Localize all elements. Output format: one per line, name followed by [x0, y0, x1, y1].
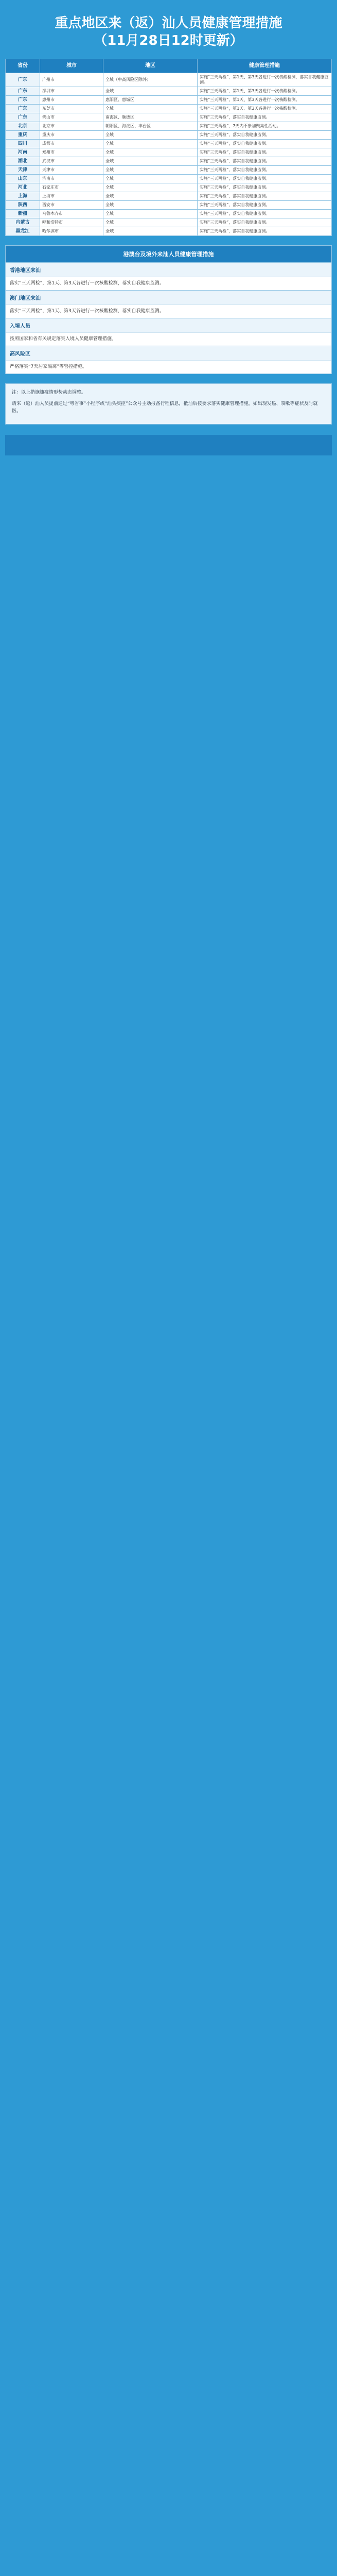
city-cell: 上海市 — [40, 192, 103, 201]
province-cell: 天津 — [6, 166, 40, 175]
table-row — [6, 131, 332, 140]
area-cell: 全域 — [103, 192, 198, 201]
table-row — [6, 192, 332, 201]
measure-cell: 实施“三天两检”，落实自我健康监测。 — [198, 210, 332, 218]
note-paragraph: 注：以上措施随疫情形势动态调整。 — [12, 390, 86, 395]
table-header-row — [6, 59, 332, 73]
area-cell: 全域 — [103, 183, 198, 192]
table-row — [6, 227, 332, 236]
city-cell: 东莞市 — [40, 105, 103, 113]
province-cell: 上海 — [6, 192, 40, 201]
footer-bar — [5, 435, 332, 455]
measures-table — [5, 59, 332, 236]
title-line-2: （11月28日12时更新） — [94, 33, 243, 48]
measure-cell: 实施“三天两检”，落实自我健康监测。 — [198, 201, 332, 210]
notes-box — [5, 383, 332, 425]
table-row — [6, 148, 332, 157]
area-cell: 全域 — [103, 140, 198, 148]
area-cell: 全域 — [103, 218, 198, 227]
table-row — [6, 218, 332, 227]
area-cell: 惠阳区、惠城区 — [103, 96, 198, 105]
special-items — [6, 262, 331, 374]
measure-cell: 实施“三天两检”，落实自我健康监测。 — [198, 131, 332, 140]
table-row — [6, 183, 332, 192]
measure-cell: 实施“三天两检”，落实自我健康监测。 — [198, 227, 332, 236]
title-line-1: 重点地区来（返）汕人员健康管理措施 — [55, 15, 282, 31]
city-cell: 西安市 — [40, 201, 103, 210]
measure-cell: 实施“三天两检”，落实自我健康监测。 — [198, 175, 332, 183]
table-row — [6, 96, 332, 105]
area-cell: 全域 — [103, 201, 198, 210]
province-cell: 河南 — [6, 148, 40, 157]
table-row — [6, 122, 332, 131]
special-item-title: 高风险区 — [6, 346, 331, 360]
area-cell: 全域 — [103, 148, 198, 157]
city-cell: 成都市 — [40, 140, 103, 148]
header-area: 地区 — [103, 59, 198, 73]
city-cell: 天津市 — [40, 166, 103, 175]
table-row — [6, 166, 332, 175]
province-cell: 广东 — [6, 96, 40, 105]
header-measure: 健康管理措施 — [198, 59, 332, 73]
measure-cell: 实施“三天两检”，落实自我健康监测。 — [198, 113, 332, 122]
area-cell: 全域 — [103, 210, 198, 218]
area-cell: 全域 — [103, 157, 198, 166]
table-row — [6, 201, 332, 210]
table-row — [6, 73, 332, 87]
page-title — [5, 10, 332, 59]
special-item-title: 入境人员 — [6, 318, 331, 332]
special-item-title: 香港地区来汕 — [6, 262, 331, 277]
header-province: 省份 — [6, 59, 40, 73]
special-item-body: 严格落实“7天居家隔离”等管控措施。 — [6, 360, 331, 374]
area-cell: 全域（中高风险区除外） — [103, 73, 198, 87]
measure-cell: 实施“三天两检”，第1天、第3天各进行一次核酸检测。 — [198, 105, 332, 113]
area-cell: 全域 — [103, 105, 198, 113]
area-cell: 朝阳区、海淀区、丰台区 — [103, 122, 198, 131]
table-row — [6, 210, 332, 218]
province-cell: 陕西 — [6, 201, 40, 210]
province-cell: 广东 — [6, 113, 40, 122]
measure-cell: 实施“三天两检”，第1天、第3天各进行一次核酸检测，落实自我健康监测。 — [198, 73, 332, 87]
city-cell: 武汉市 — [40, 157, 103, 166]
special-item-title: 澳门地区来汕 — [6, 290, 331, 304]
measure-cell: 实施“三天两检”，第1天、第3天各进行一次核酸检测。 — [198, 96, 332, 105]
city-cell: 乌鲁木齐市 — [40, 210, 103, 218]
measure-cell: 实施“三天两检”，落实自我健康监测。 — [198, 183, 332, 192]
city-cell: 哈尔滨市 — [40, 227, 103, 236]
province-cell: 四川 — [6, 140, 40, 148]
table-row — [6, 140, 332, 148]
special-item-body: 落实“三天两检”，第1天、第3天各进行一次核酸检测，落实自我健康监测。 — [6, 277, 331, 290]
province-cell: 黑龙江 — [6, 227, 40, 236]
special-heading: 港澳台及境外来汕人员健康管理措施 — [6, 246, 331, 262]
area-cell: 全域 — [103, 166, 198, 175]
measure-cell: 实施“三天两检”，落实自我健康监测。 — [198, 140, 332, 148]
table-row — [6, 175, 332, 183]
province-cell: 山东 — [6, 175, 40, 183]
table-row — [6, 87, 332, 96]
city-cell: 济南市 — [40, 175, 103, 183]
table-body — [6, 73, 332, 236]
area-cell: 全域 — [103, 131, 198, 140]
city-cell: 郑州市 — [40, 148, 103, 157]
city-cell: 广州市 — [40, 73, 103, 87]
province-cell: 重庆 — [6, 131, 40, 140]
province-cell: 广东 — [6, 105, 40, 113]
header-city: 城市 — [40, 59, 103, 73]
province-cell: 湖北 — [6, 157, 40, 166]
page — [0, 0, 337, 476]
city-cell: 佛山市 — [40, 113, 103, 122]
area-cell: 全域 — [103, 175, 198, 183]
area-cell: 全域 — [103, 87, 198, 96]
special-item-body: 落实“三天两检”，第1天、第3天各进行一次核酸检测，落实自我健康监测。 — [6, 304, 331, 318]
city-cell: 惠州市 — [40, 96, 103, 105]
province-cell: 内蒙古 — [6, 218, 40, 227]
city-cell: 石家庄市 — [40, 183, 103, 192]
measure-cell: 实施“三天两检”，落实自我健康监测。 — [198, 166, 332, 175]
measure-cell: 实施“三天两检”，落实自我健康监测。 — [198, 218, 332, 227]
province-cell: 北京 — [6, 122, 40, 131]
measure-cell: 实施“三天两检”，落实自我健康监测。 — [198, 192, 332, 201]
city-cell: 北京市 — [40, 122, 103, 131]
measure-cell: 实施“三天两检”，落实自我健康监测。 — [198, 148, 332, 157]
measure-cell: 实施“三天两检”，7天内不参加聚集性活动。 — [198, 122, 332, 131]
measure-cell: 实施“三天两检”，第1天、第3天各进行一次核酸检测。 — [198, 87, 332, 96]
table-row — [6, 157, 332, 166]
city-cell: 重庆市 — [40, 131, 103, 140]
city-cell: 呼和浩特市 — [40, 218, 103, 227]
province-cell: 新疆 — [6, 210, 40, 218]
table-row — [6, 105, 332, 113]
table-row — [6, 113, 332, 122]
area-cell: 全域 — [103, 227, 198, 236]
area-cell: 南海区、顺德区 — [103, 113, 198, 122]
province-cell: 河北 — [6, 183, 40, 192]
special-section — [5, 245, 332, 374]
city-cell: 深圳市 — [40, 87, 103, 96]
special-item-body: 按照国家和省有关规定落实入境人员健康管理措施。 — [6, 332, 331, 346]
note-paragraph: 请来（返）汕人员提前通过“粤省事”小程序或“汕头疾控”公众号主动报备行程信息，抵汕后按要求落实健康管理措施，如出现发热、咳嗽等症状及时就医。 — [12, 401, 318, 414]
province-cell: 广东 — [6, 87, 40, 96]
measure-cell: 实施“三天两检”，落实自我健康监测。 — [198, 157, 332, 166]
province-cell: 广东 — [6, 73, 40, 87]
